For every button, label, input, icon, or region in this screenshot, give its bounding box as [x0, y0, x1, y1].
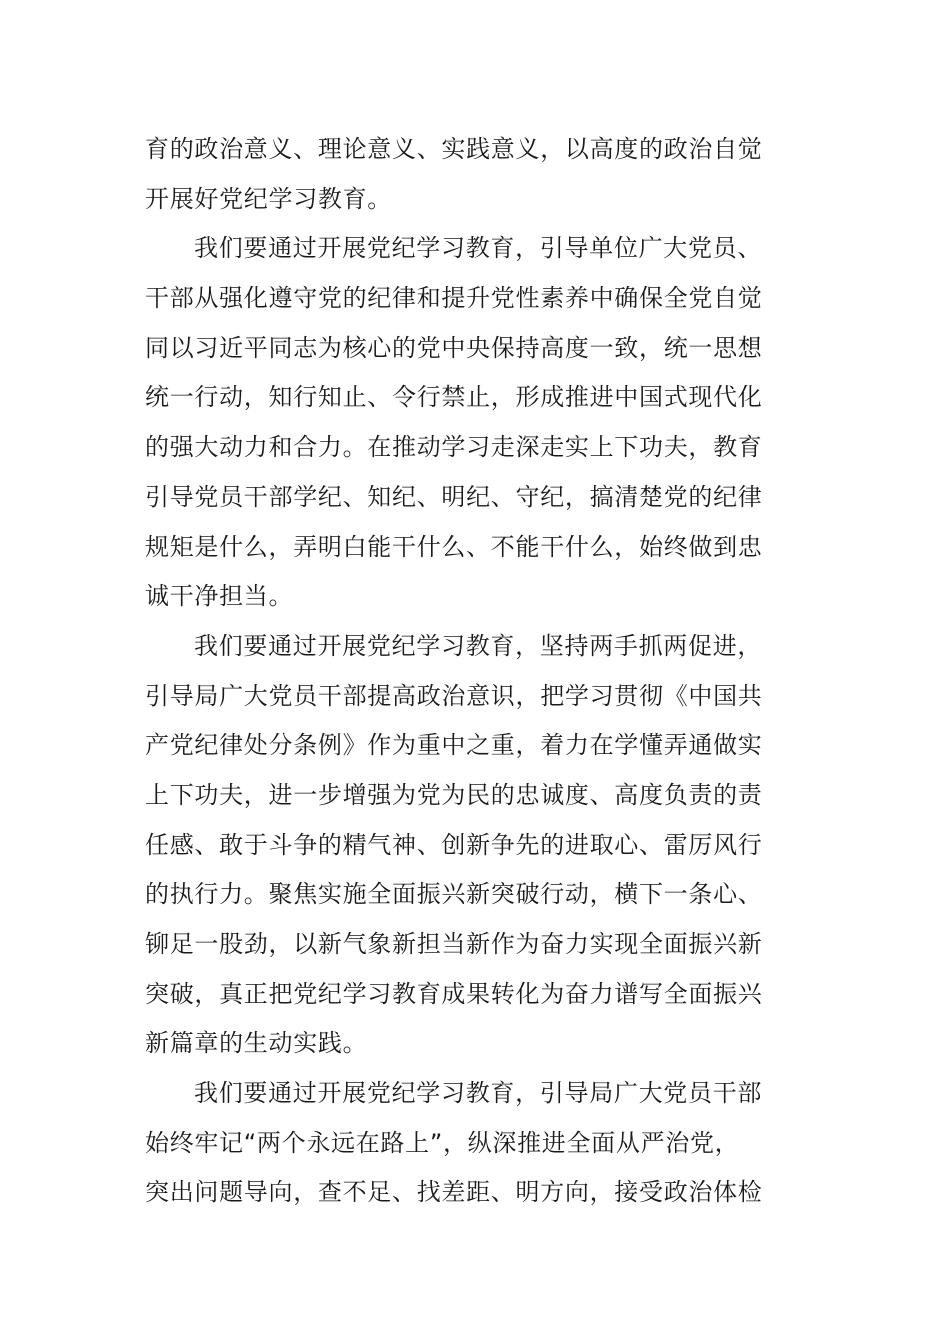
text-line: 诚干净担当。	[145, 582, 294, 611]
text-line: 我们要通过开展党纪学习教育，坚持两手抓两促进，	[194, 631, 763, 660]
paragraph	[145, 622, 810, 1069]
paragraph	[145, 1069, 810, 1218]
text-line: 统一行动，知行知止、令行禁止，形成推进中国式现代化	[145, 383, 763, 412]
text-line: 规矩是什么，弄明白能干什么、不能干什么，始终做到忠	[145, 532, 763, 561]
paragraph	[145, 224, 810, 622]
text-line: 突破，真正把党纪学习教育成果转化为奋力谱写全面振兴	[145, 979, 763, 1008]
text-line: 同以习近平同志为核心的党中央保持高度一致，统一思想	[145, 333, 763, 362]
text-line: 新篇章的生动实践。	[145, 1029, 368, 1058]
text-line: 的强大动力和合力。在推动学习走深走实上下功夫，教育	[145, 433, 763, 462]
text-line: 上下功夫，进一步增强为党为民的忠诚度、高度负责的责	[145, 780, 763, 809]
text-line: 育的政治意义、理论意义、实践意义，以高度的政治自觉	[145, 135, 763, 163]
text-line: 产党纪律处分条例》作为重中之重，着力在学懂弄通做实	[145, 731, 763, 760]
text-line: 干部从强化遵守党的纪律和提升党性素养中确保全党自觉	[145, 284, 763, 313]
text-line: 我们要通过开展党纪学习教育，引导局广大党员干部	[194, 1079, 763, 1108]
text-line: 我们要通过开展党纪学习教育，引导单位广大党员、	[194, 234, 763, 263]
text-line: 的执行力。聚焦实施全面振兴新突破行动，横下一条心、	[145, 880, 763, 909]
document-body	[145, 125, 810, 1218]
text-line: 任感、敢于斗争的精气神、创新争先的进取心、雷厉风行	[145, 830, 763, 859]
paragraph	[145, 125, 810, 224]
text-line: 引导党员干部学纪、知纪、明纪、守纪，搞清楚党的纪律	[145, 482, 763, 511]
text-line: 铆足一股劲，以新气象新担当新作为奋力实现全面振兴新	[145, 930, 763, 958]
text-line: 始终牢记“两个永远在路上”，纵深推进全面从严治党，	[145, 1128, 740, 1157]
text-line: 突出问题导向，查不足、找差距、明方向，接受政治体检	[145, 1178, 763, 1207]
text-line: 引导局广大党员干部提高政治意识，把学习贯彻《中国共	[145, 681, 763, 710]
text-line: 开展好党纪学习教育。	[145, 184, 392, 213]
